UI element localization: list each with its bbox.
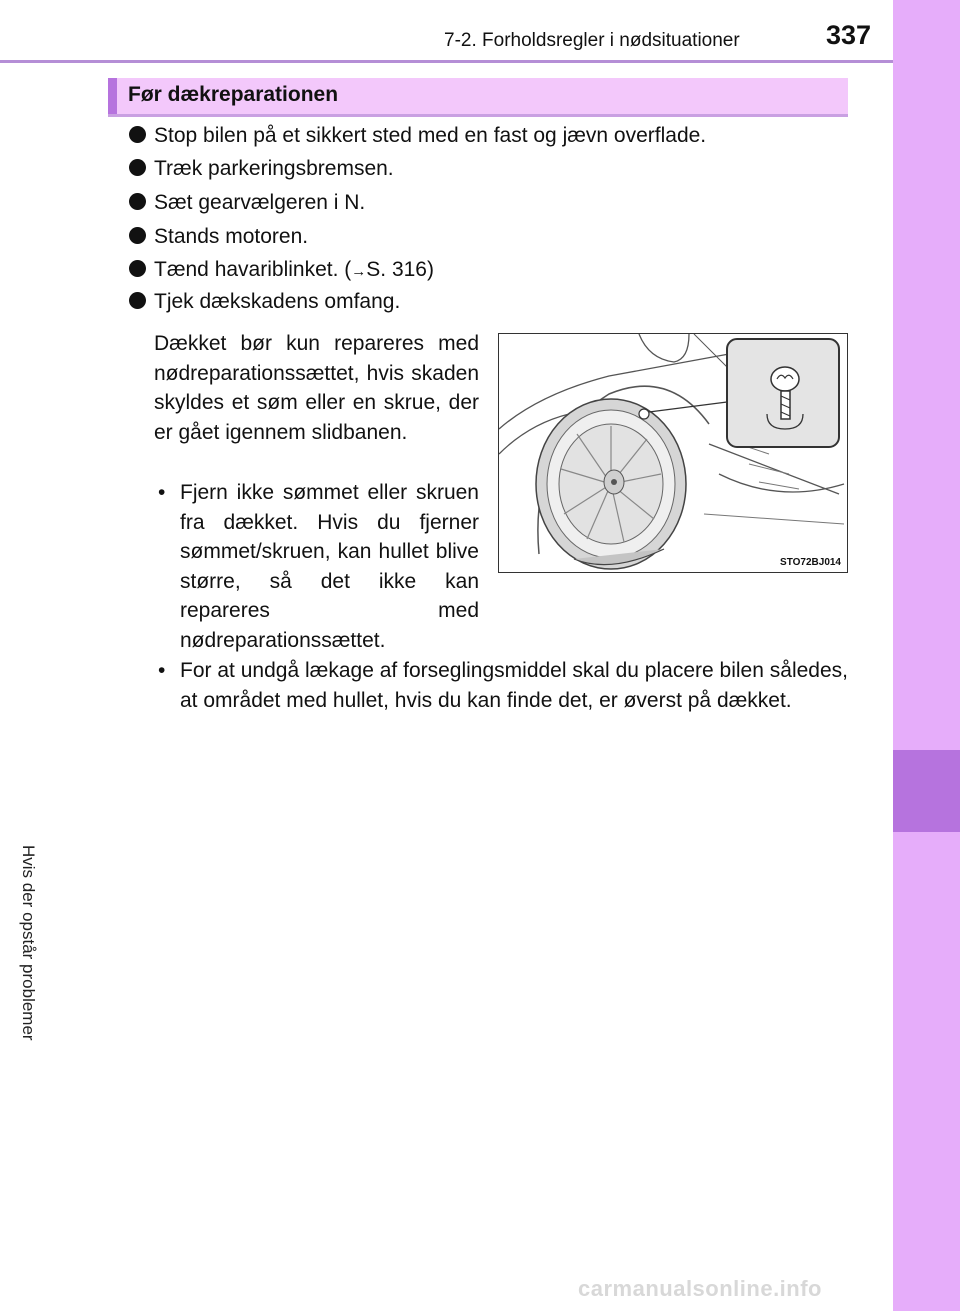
bullet-item: Tænd havariblinket. (→S. 316) <box>129 258 434 282</box>
page-reference-link[interactable]: S. 316) <box>366 258 434 281</box>
chapter-side-tab <box>893 0 960 1311</box>
running-header: 7-2. Forholdsregler i nødsituationer <box>444 30 740 51</box>
tire-with-nail-illustration <box>499 334 848 573</box>
bullet-item: Tjek dækskadens omfang. <box>129 290 400 314</box>
bullet-item: Stands motoren. <box>129 225 308 249</box>
bullet-dot-icon <box>129 292 146 309</box>
bullet-item: Træk parkeringsbremsen. <box>129 157 394 181</box>
bullet-item: Stop bilen på et sikkert sted med en fast og jævn overflade. <box>129 124 706 148</box>
watermark: carmanualsonline.info <box>578 1276 822 1301</box>
chapter-number: 7 <box>28 772 39 792</box>
sub-bullet-mark: • <box>158 481 166 504</box>
bullet-dot-icon <box>129 260 146 277</box>
sub-bullet-text: Fjern ikke sømmet eller skruen fra dækket. Hvis du fjerner sømmet/skruen, kan hullet blive større, så det ikke kan repareres med nødreparationssættet. <box>180 481 479 652</box>
tire-illustration <box>498 333 848 573</box>
sub-bullet-mark: • <box>158 659 166 682</box>
side-tab-top <box>893 0 960 62</box>
section-title: Før dækreparationen <box>128 83 339 106</box>
body-paragraph: Dækket bør kun repareres med nødreparationssættet, hvis skaden skyldes et søm eller en skrue, der er gået igennem slidbanen. <box>154 332 479 444</box>
sub-bullet-text: For at undgå lækage af forseglingsmiddel skal du placere bilen således, at området med hullet, hvis du kan finde det, er øverst på dækket. <box>180 659 848 712</box>
bullet-dot-icon <box>129 227 146 244</box>
section-heading-bar <box>108 78 117 114</box>
chapter-number-box <box>893 750 960 832</box>
bullet-dot-icon <box>129 159 146 176</box>
bullet-dot-icon <box>129 193 146 210</box>
header-rule <box>0 60 893 63</box>
section-heading <box>108 78 848 117</box>
page-number: 337 <box>826 20 872 50</box>
bullet-dot-icon <box>129 126 146 143</box>
chapter-label: Hvis der opstår problemer <box>19 845 38 1041</box>
bullet-item: Sæt gearvælgeren i N. <box>129 191 365 215</box>
page-reference-arrow-icon: → <box>351 263 367 280</box>
figure-code: STO72BJ014 <box>780 557 841 568</box>
